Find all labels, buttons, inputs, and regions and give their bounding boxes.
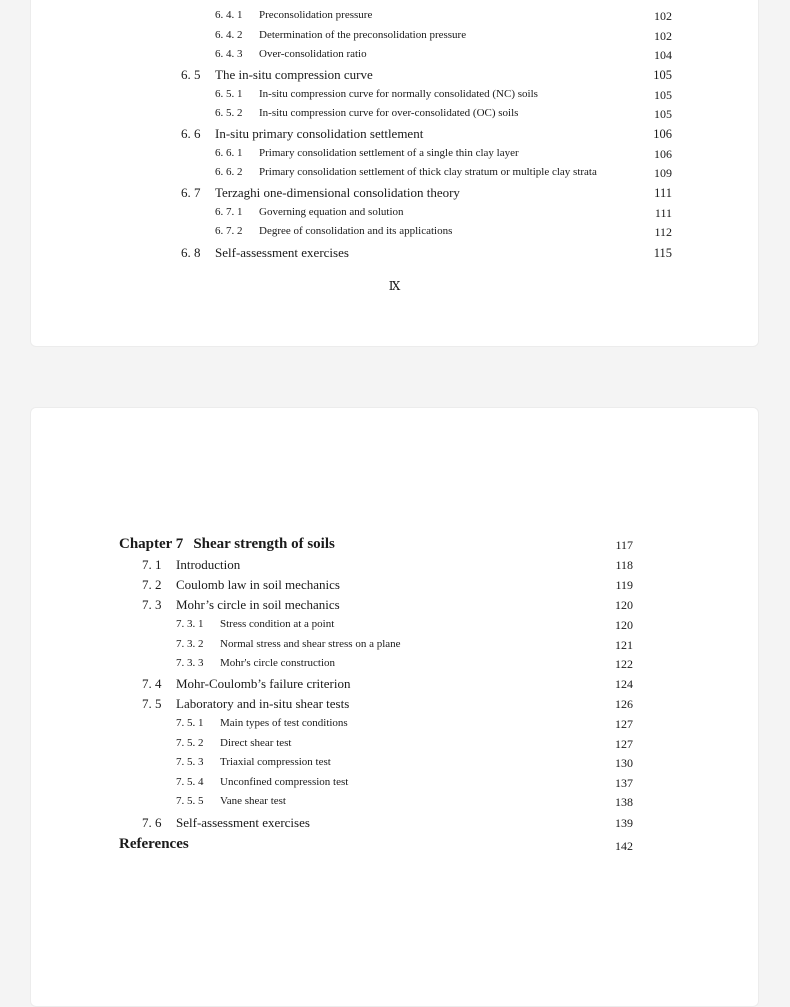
toc-entry-number: 7. 3. 3 xyxy=(176,657,204,669)
toc-entry-title: In-situ compression curve for normally consolidated (NC) soils xyxy=(259,88,538,100)
toc-entry-title: Mohr’s circle in soil mechanics xyxy=(176,597,340,612)
toc-entry-7-5-2[interactable] xyxy=(176,737,291,749)
toc-entry-number: 7. 4 xyxy=(142,676,162,691)
toc-entry-title: Degree of consolidation and its applications xyxy=(259,225,453,237)
toc-entry-6-5-2[interactable] xyxy=(215,107,518,119)
toc-entry-page: 119 xyxy=(615,578,633,592)
toc-entry-title: In-situ compression curve for over-consolidated (OC) soils xyxy=(259,107,519,119)
toc-entry-number: 6. 7. 2 xyxy=(215,225,243,237)
toc-entry-7-3-2[interactable] xyxy=(176,638,401,650)
toc-entry-number: 6. 7. 1 xyxy=(215,206,243,218)
toc-entry-number: 7. 5. 1 xyxy=(176,717,204,729)
toc-entry-number: 7. 5. 2 xyxy=(176,737,204,749)
toc-entry-title: Preconsolidation pressure xyxy=(259,9,373,21)
toc-entry-title: Coulomb law in soil mechanics xyxy=(176,577,340,592)
toc-references-page: 142 xyxy=(615,839,633,853)
toc-entry-6-6[interactable] xyxy=(181,126,423,142)
toc-entry-7-6[interactable] xyxy=(142,815,310,831)
toc-entry-title: Governing equation and solution xyxy=(259,206,404,218)
toc-entry-number: 7. 3. 2 xyxy=(176,638,204,650)
toc-entry-page: 105 xyxy=(653,68,672,82)
toc-chapter-title: Shear strength of soils xyxy=(193,536,335,552)
toc-entry-number: 6. 5. 1 xyxy=(215,88,243,100)
toc-entry-7-2[interactable] xyxy=(142,577,340,593)
toc-entry-number: 6. 4. 3 xyxy=(215,48,243,60)
toc-page-chapter-7 xyxy=(30,407,759,1007)
toc-entry-title: Primary consolidation settlement of thick clay stratum or multiple clay strata xyxy=(259,166,597,178)
toc-entry-page: 121 xyxy=(615,638,633,652)
toc-entry-6-5[interactable] xyxy=(181,67,373,83)
toc-entry-page: 115 xyxy=(653,246,672,260)
toc-entry-page: 120 xyxy=(615,618,633,632)
toc-entry-title: Terzaghi one-dimensional consolidation theory xyxy=(215,185,460,200)
toc-entry-title: Primary consolidation settlement of a single thin clay layer xyxy=(259,147,519,159)
toc-entry-title: Normal stress and shear stress on a plane xyxy=(220,638,401,650)
toc-entry-page: 104 xyxy=(654,48,672,62)
toc-entry-page: 105 xyxy=(654,107,672,121)
toc-entry-page: 127 xyxy=(615,717,633,731)
toc-entry-6-7[interactable] xyxy=(181,185,460,201)
toc-entry-title: Direct shear test xyxy=(220,737,292,749)
toc-entry-page: 106 xyxy=(653,127,672,141)
toc-entry-number: 6. 6. 1 xyxy=(215,147,243,159)
toc-entry-page: 126 xyxy=(615,697,633,711)
toc-entry-page: 127 xyxy=(615,737,633,751)
toc-entry-7-4[interactable] xyxy=(142,676,350,692)
toc-page-ix xyxy=(30,0,759,347)
toc-chapter-7[interactable] xyxy=(119,536,335,553)
toc-entry-page: 105 xyxy=(654,88,672,102)
toc-entry-number: 6. 8 xyxy=(181,245,201,260)
toc-entry-6-6-1[interactable] xyxy=(215,147,519,159)
toc-entry-6-4-2[interactable] xyxy=(215,29,466,41)
toc-entry-page: 109 xyxy=(654,166,672,180)
toc-entry-page: 111 xyxy=(654,186,672,200)
toc-entry-page: 106 xyxy=(654,147,672,161)
toc-entry-title: Triaxial compression test xyxy=(220,756,331,768)
toc-entry-6-4-3[interactable] xyxy=(215,48,367,60)
toc-entry-page: 122 xyxy=(615,657,633,671)
toc-entry-page: 102 xyxy=(654,9,672,23)
toc-entry-7-5[interactable] xyxy=(142,696,349,712)
toc-entry-number: 6. 7 xyxy=(181,185,201,200)
toc-entry-6-4-1[interactable] xyxy=(215,9,372,21)
toc-entry-page: 130 xyxy=(615,756,633,770)
toc-entry-title: Stress condition at a point xyxy=(220,618,335,630)
toc-entry-number: 7. 5. 5 xyxy=(176,795,204,807)
toc-entry-page: 118 xyxy=(615,558,633,572)
toc-entry-7-5-1[interactable] xyxy=(176,717,348,729)
toc-entry-7-1[interactable] xyxy=(142,557,240,573)
toc-entry-title: Determination of the preconsolidation pressure xyxy=(259,29,467,41)
toc-entry-number: 7. 2 xyxy=(142,577,162,592)
toc-entry-6-7-1[interactable] xyxy=(215,206,404,218)
toc-chapter-number: Chapter 7 xyxy=(119,536,184,552)
toc-entry-title: The in-situ compression curve xyxy=(215,67,373,82)
toc-entry-title: In-situ primary consolidation settlement xyxy=(215,126,424,141)
toc-entry-page: 102 xyxy=(654,29,672,43)
toc-entry-title: Unconfined compression test xyxy=(220,776,349,788)
toc-entry-7-5-4[interactable] xyxy=(176,776,348,788)
toc-references[interactable]: References xyxy=(119,836,189,852)
toc-entry-page: 137 xyxy=(615,776,633,790)
toc-entry-page: 139 xyxy=(615,816,633,830)
toc-entry-6-5-1[interactable] xyxy=(215,88,538,100)
toc-entry-number: 6. 6. 2 xyxy=(215,166,243,178)
toc-entry-title: Over-consolidation ratio xyxy=(259,48,367,60)
toc-entry-page: 124 xyxy=(615,677,633,691)
toc-entry-number: 6. 5 xyxy=(181,67,201,82)
toc-entry-page: 112 xyxy=(654,225,672,239)
toc-entry-number: 6. 6 xyxy=(181,126,201,141)
toc-entry-title: Mohr-Coulomb’s failure criterion xyxy=(176,676,351,691)
toc-entry-7-3-1[interactable] xyxy=(176,618,334,630)
toc-entry-page: 138 xyxy=(615,795,633,809)
toc-entry-number: 7. 6 xyxy=(142,815,162,830)
toc-entry-7-3-3[interactable] xyxy=(176,657,335,669)
toc-entry-6-7-2[interactable] xyxy=(215,225,452,237)
toc-entry-number: 6. 4. 2 xyxy=(215,29,243,41)
page-folio: Ⅸ xyxy=(388,279,401,293)
toc-entry-title: Main types of test conditions xyxy=(220,717,348,729)
toc-entry-6-6-2[interactable] xyxy=(215,166,597,178)
toc-entry-6-8[interactable] xyxy=(181,245,349,261)
toc-entry-title: Self-assessment exercises xyxy=(215,245,349,260)
toc-chapter-page: 117 xyxy=(615,538,633,552)
toc-entry-7-3[interactable] xyxy=(142,597,340,613)
toc-entry-page: 120 xyxy=(615,598,633,612)
toc-entry-title: Vane shear test xyxy=(220,795,286,807)
toc-entry-number: 6. 5. 2 xyxy=(215,107,243,119)
toc-entry-7-5-5[interactable] xyxy=(176,795,286,807)
toc-entry-page: 111 xyxy=(654,206,672,220)
toc-entry-number: 7. 5 xyxy=(142,696,162,711)
toc-entry-title: Laboratory and in-situ shear tests xyxy=(176,696,350,711)
toc-entry-number: 6. 4. 1 xyxy=(215,9,243,21)
toc-entry-title: Mohr's circle construction xyxy=(220,657,336,669)
toc-entry-number: 7. 3. 1 xyxy=(176,618,204,630)
toc-entry-number: 7. 3 xyxy=(142,597,162,612)
toc-entry-number: 7. 1 xyxy=(142,557,162,572)
toc-entry-title: Self-assessment exercises xyxy=(176,815,310,830)
toc-entry-number: 7. 5. 3 xyxy=(176,756,204,768)
toc-entry-title: Introduction xyxy=(176,557,241,572)
toc-entry-number: 7. 5. 4 xyxy=(176,776,204,788)
toc-entry-7-5-3[interactable] xyxy=(176,756,331,768)
